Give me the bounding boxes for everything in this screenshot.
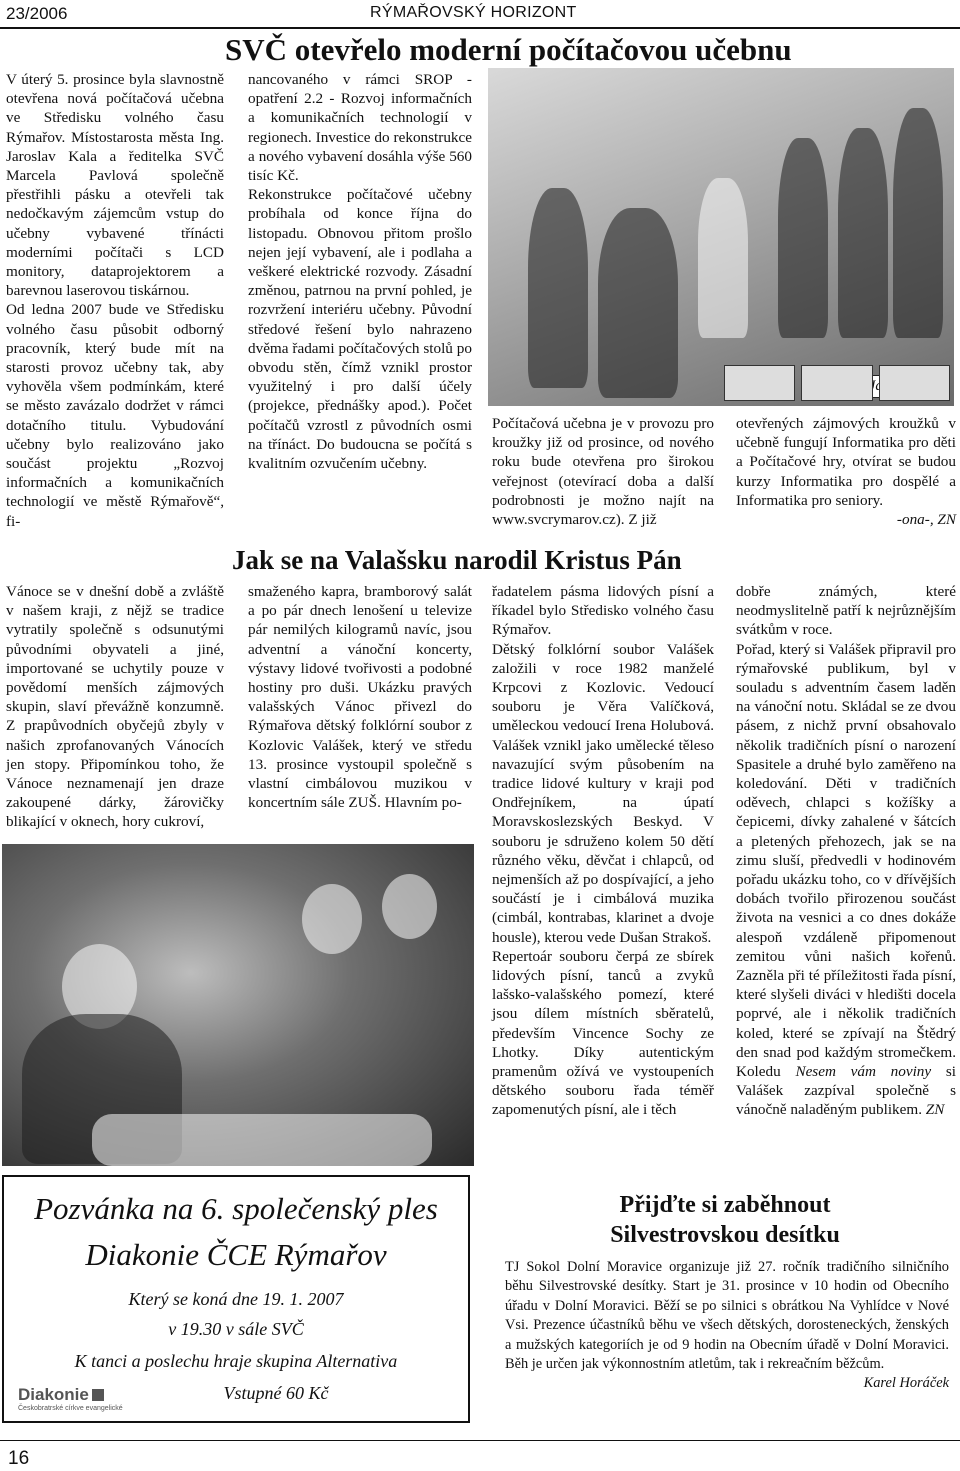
article2-text: Pořad, který si Valášek připravil pro rýmařovské publikum, byl v souladu s adventním časem laděn na vánoční notu. Skládal se ze dvou pásem, z nichž první obsahovalo několik tradičních písní o narození Spasitele a druhé bylo zaměřeno na koledování. Děti v tradičních oděvech, chlapci s kožíšky a čepicemi, dívky zahalené v šátcích a pletených přehozech, jak se na zimu sluší, předvedli v hodinovém pořadu ukázku toho, co v dřívějších dobách tvořilo přirozenou součást života na vesnici a co dnes dokáže alespoň vzdáleně připomenout zemitou vůni našich kořenů. Zazněla při té příležitosti řada písní, které slyšeli diváci v hledišti docela poprvé, ale i několik tradičních koled, které se zpívají na Štědrý den snad pod každým stromečkem. Koledu	[736, 640, 956, 1081]
article2-title: Jak se na Valašsku narodil Kristus Pán	[232, 545, 682, 575]
article1-column4	[736, 414, 956, 529]
article1-paragraph: Od ledna 2007 bude ve Středisku volného času působit odborný pracovník, který bude mít na starosti provoz učebny tak, aby vyhověla všem podmínkám, které se město zavázalo dodržet v rámci dotačního titulu. Vybudování učebny bylo realizováno jako součást projektu „Rozvoj informačních a komunikačních technologií ve městě Rýmařově“, fi-	[6, 301, 224, 530]
article2-paragraph: Dětský folklórní soubor Valášek založili v roce 1982 manželé Krpcovi z Kozlovic. Vedoucí souboru je Věra Valíčková, uměleckou vedoucí Irena Holubová. Valášek vznikl jako umělecké těleso navazující svým působením na tradice lidové kultury v kraji pod Ondřejníkem, na úpatí Moravskoslezských Beskyd. V souboru je sdruženo kolem 50 dětí různého věku, děvčat i chlapců, od nejmenších až po dospívající, a jeho součástí je i cimbálová muzika (cimbál, kontrabas, klarinet a dvoje housle), kterou vede Dušan Strakoš.	[492, 640, 714, 946]
region-logo	[724, 365, 795, 401]
article2-column1	[6, 582, 224, 832]
footer-divider	[0, 1440, 960, 1441]
article2-text: si Valášek zazpíval společně s vánočně naladěným publikem.	[736, 1063, 957, 1119]
ball-invitation-box	[2, 1175, 470, 1423]
article1-title: SVČ otevřelo moderní počítačovou učebnu	[225, 32, 792, 67]
header-divider	[0, 27, 960, 29]
page-number: 16	[8, 1448, 30, 1469]
run-signature: Karel Horáček	[863, 1375, 949, 1392]
sponsor-logos	[724, 365, 950, 401]
cross-icon	[92, 1389, 104, 1401]
newspaper-name: RÝMAŘOVSKÝ HORIZONT	[370, 4, 577, 21]
article2-paragraph: Repertoár souboru čerpá ze sbírek lidových písní, tanců a zvyků lašsko-valašského pomezí, které jsou dílem místních sběratelů, především Vincence Sochy ze Lhotky. Díky autentickým pramenům ožívá ve vystoupeních dětského souboru řada téměř zapomenutých písní, ale i těch	[492, 947, 714, 1119]
issue-number: 23/2006	[6, 4, 68, 23]
article2-paragraph: řadatelem pásma lidových písní a říkadel bylo Středisko volného času Rýmařov.	[492, 583, 714, 639]
logo-subtitle: Českobratrské církve evangelické	[18, 1405, 123, 1412]
carol-title: Nesem vám noviny	[795, 1063, 932, 1081]
article1-column1	[6, 70, 224, 531]
article1-paragraph: otevřených zájmových kroužků v učebně fungují Informatika pro děti a Počítačové hry, otvírat se budou kurzy Informatika pro dospělé a Informatika pro seniory.	[736, 415, 956, 509]
article1-column3	[492, 414, 714, 529]
article2-paragraph	[736, 640, 956, 1120]
article1-column2	[248, 70, 472, 473]
invite-entry-fee: Vstupné 60 Kč	[223, 1383, 329, 1403]
program-logo	[879, 365, 950, 401]
article2-paragraph: Vánoce se v dnešní době a zvláště v našem kraji, z nějž se tradice vytratily společně s odsunutými původními obyvateli a jiné, importované se uchytily pouze v povědomí menších zájmových skupin, slaví převážně konzumně. Z prapůvodních obyčejů zbyly v našich zprofanovaných Vánocích jen stopy. Připomínkou toho, že Vánoce neznamenají jen draze zakoupené dárky, žárovičky blikající v oknech, hory cukroví,	[6, 583, 224, 831]
invite-music: K tanci a poslechu hraje skupina Alternativa	[74, 1351, 398, 1371]
diakonie-logo	[18, 1385, 123, 1412]
folklore-photo	[2, 844, 474, 1166]
classroom-photo	[488, 68, 954, 406]
article2-column2	[248, 582, 472, 812]
run-text	[505, 1258, 949, 1394]
invite-title: Pozvánka na 6. společenský ples	[34, 1191, 438, 1226]
article2-paragraph: smaženého kapra, bramborový salát a po pár dnech lenošení u televize pár nemilých kilogramů navíc, jsou adventní a vánoční koncerty, výstavy lidové tvořivosti a podobné hostiny pro duši. Ukázku pravých valašských Vánoc přivezl do Rýmařova dětský folklórní soubor z Kozlovic Valášek, který ve středu 13. prosince vystoupil společně s vlastní cimbálovou muzikou v koncertním sále ZUŠ. Hlavním po-	[248, 583, 472, 812]
invite-time-place: v 19.30 v sále SVČ	[168, 1319, 304, 1339]
article1-signature: -ona-, ZN	[896, 511, 956, 529]
article2-column4	[736, 582, 956, 1120]
article2-signature: ZN	[925, 1101, 945, 1119]
article2-column3	[492, 582, 714, 1120]
article1-paragraph: nancovaného v rámci SROP - opatření 2.2 - Rozvoj informačních a komunikačních technologií v regionech. Investice do rekonstrukce a nového vybavení dosáhla výše 560 tisíc Kč.	[248, 71, 472, 185]
article1-paragraph: Rekonstrukce počítačové učebny probíhala od konce října do listopadu. Obnovou přitom prošlo nejen její vybavení, ale i podlaha a veškeré elektrické rozvody. Zásadní změnou, patrnou na první pohled, je rozvržení interiéru učebny. Původní středové řešení bylo nahrazeno dvěma řadami počítačových stolů po obvodu stěn, čímž vznikl prostor využitelný i pro další účely (projekce, přednášky apod.). Počet počítačů vzrostl z původních osmi na třínáct. Do budoucna se počítá s kvalitním ozvučením učebny.	[248, 186, 472, 473]
article1-paragraph: Počítačová učebna je v provozu pro kroužky již od prosince, od nového roku bude otevřena pro širokou veřejnost (otevírací doba a další podrobnosti je možno najít na www.svcrymarov.cz). Z již	[492, 415, 714, 529]
logo-name: Diakonie	[18, 1385, 89, 1404]
run-title-line1: Přijďte si zaběhnout	[619, 1192, 831, 1218]
run-title-line2: Silvestrovskou desítku	[610, 1222, 840, 1248]
article2-paragraph: dobře známých, které neodmyslitelně patří k nejrůznějším svátkům v roce.	[736, 583, 956, 639]
invite-date: Který se koná dne 19. 1. 2007	[128, 1289, 344, 1309]
invite-organizer: Diakonie ČCE Rýmařov	[85, 1237, 387, 1272]
eu-flag-icon	[801, 365, 872, 401]
run-paragraph	[505, 1258, 949, 1392]
run-body: TJ Sokol Dolní Moravice organizuje již 27. ročník tradičního silničního běhu Silvestrovské desítky. Start je 31. prosince v 10 hodin od Obecního úřadu v Dolní Moravici. Běží se po silnici s obrátkou Na Vyhlídce v Nové Vsi. Prezence účastníků běhu ve všech dětských, dorosteneckých, ženských a mužských kategoriích je od 9 hodin na Obecním úřadě v Dolní Moravici. Běh je určen jak výkonnostním atletům, tak i rekreačním běžcům.	[505, 1259, 949, 1373]
article1-paragraph: V úterý 5. prosince byla slavnostně otevřena nová počítačová učebna ve Středisku volného času Rýmařov. Místostarosta města Ing. Jaroslav Kala a ředitelka SVČ Marcela Pavlová společně přestřihli pásku a otevřeli tak nedočkavým zájemcům vstup do učebny vybavené třínácti moderními počítači s LCD monitory, dataprojektorem a barevnou laserovou tiskárnou.	[6, 71, 224, 300]
